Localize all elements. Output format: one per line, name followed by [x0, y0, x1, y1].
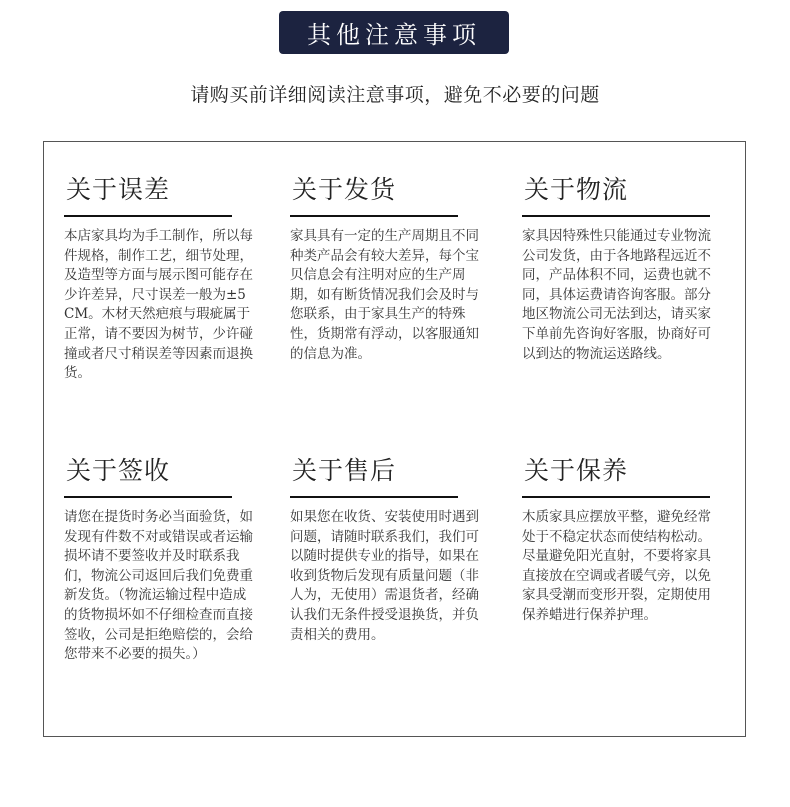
section-divider: [522, 215, 710, 217]
section-title: 关于售后: [292, 456, 397, 485]
section-divider: [64, 496, 232, 498]
page-subtitle: 请购买前详细阅读注意事项，避免不必要的问题: [190, 84, 600, 106]
section-body: 如果您在收货、安装使用时遇到问题，请随时联系我们，我们可以随时提供专业的指导，如果在收到货物后发现有质量问题（非人为，无使用）需退货者，经确认我们无条件授受退换货，并负责相关的费用。: [290, 509, 479, 643]
section-title: 关于签收: [66, 456, 171, 485]
section-maintenance: [522, 454, 718, 626]
section-body: 木质家具应摆放平整，避免经常处于不稳定状态而使结构松动。尽量避免阳光直射，不要将家具直接放在空调或者暖气旁，以免家具受潮而变形开裂，定期使用保养蜡进行保养护理。: [522, 509, 711, 623]
section-body: 本店家具均为手工制作，所以每件规格，制作工艺，细节处理，及造型等方面与展示图可能存在少许差异，尺寸误差一般为±5CM。木材天然疤痕与瑕疵属于正常，请不要因为树节，少许碰撞或者尺寸稍误差等因素而退换货。: [64, 228, 253, 382]
section-divider: [290, 496, 458, 498]
page-title: 其他注意事项: [307, 21, 481, 49]
section-title: 关于保养: [524, 456, 629, 485]
section-title: 关于物流: [524, 175, 629, 204]
section-title: 关于误差: [66, 175, 171, 204]
section-body: 请您在提货时务必当面验货，如发现有件数不对或错误或者运输损坏请不要签收并及时联系我们，物流公司返回后我们免费重新发货。（物流运输过程中造成的货物损坏如不仔细检查而直接签收，公司是拒绝赔偿的，会给您带来不必要的损失。）: [64, 509, 253, 663]
section-after-sales: [290, 454, 486, 645]
section-divider: [64, 215, 232, 217]
section-error: [64, 173, 260, 384]
section-divider: [522, 496, 710, 498]
section-body: 家具因特殊性只能通过专业物流公司发货，由于各地路程远近不同，产品体积不同，运费也就不同，具体运费请咨询客服。部分地区物流公司无法到达，请买家下单前先咨询好客服，协商好可以到达的物流运送路线。: [522, 228, 711, 362]
section-receipt: [64, 454, 260, 665]
section-logistics: [522, 173, 718, 364]
section-title: 关于发货: [292, 175, 397, 204]
section-shipping: [290, 173, 486, 364]
section-divider: [290, 215, 458, 217]
section-body: 家具具有一定的生产周期且不同种类产品会有较大差异，每个宝贝信息会有注明对应的生产周期，如有断货情况我们会及时与您联系，由于家具生产的特殊性，货期常有浮动，以客服通知的信息为准。: [290, 228, 479, 362]
page-title-badge: [279, 11, 509, 54]
